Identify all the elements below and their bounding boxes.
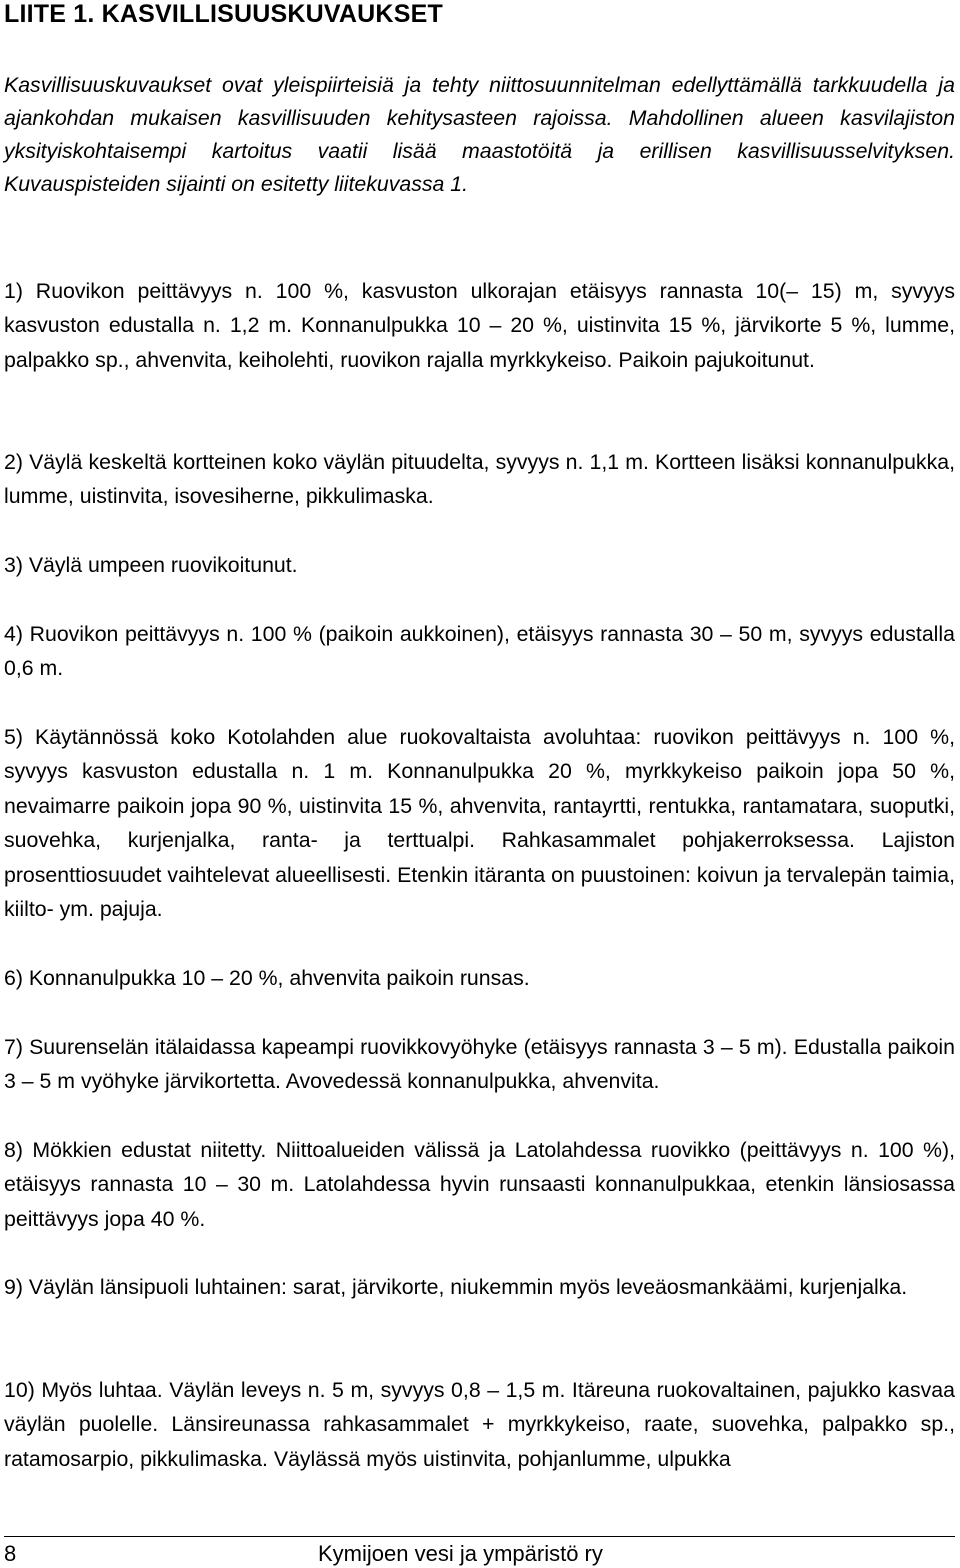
item-1-paragraph: 1) Ruovikon peittävyys n. 100 %, kasvuston ulkorajan etäisyys rannasta 10(– 15) m, syvyys kasvuston edustalla n. 1,2 m. Konnanulpukka 10 – 20 %, uistinvita 15 %, järvikorte 5 %, lumme, palpakko sp., ahvenvita, keiholehti, ruovikon rajalla myrkkykeiso. Paikoin pajukoitunut. [4, 279, 955, 372]
item-3-paragraph: 3) Väylä umpeen ruovikoitunut. [4, 553, 298, 577]
item-10-paragraph: 10) Myös luhtaa. Väylän leveys n. 5 m, syvyys 0,8 – 1,5 m. Itäreuna ruokovaltainen, pajukko kasvaa väylän puolelle. Länsireunassa rahkasammalet + myrkkykeiso, raate, suovehka, palpakko sp., ratamosarpio, pikkulimaska. Väylässä myös uistinvita, pohjanlumme, ulpukka [4, 1378, 955, 1471]
item-8-paragraph: 8) Mökkien edustat niitetty. Niittoalueiden välissä ja Latolahdessa ruovikko (peittävyys n. 100 %), etäisyys rannasta 10 – 30 m. Latolahdessa hyvin runsaasti konnanulpukkaa, etenkin länsiosassa peittävyys jopa 40 %. [4, 1138, 955, 1231]
intro-paragraph: Kasvillisuuskuvaukset ovat yleispiirteisiä ja tehty niittosuunnitelman edellyttämällä tarkkuudella ja ajankohdan mukaisen kasvillisuuden kehitysasteen rajoissa. Mahdollinen alueen kasvilajiston yksityiskohtaisempi kartoitus vaatii lisää maastotöitä ja erillisen kasvillisuusselvityksen. Kuvauspisteiden sijainti on esitetty liitekuvassa 1. [4, 73, 955, 196]
item-9-paragraph: 9) Väylän länsipuoli luhtainen: sarat, järvikorte, niukemmin myös leveäosmankäämi, kurjenjalka. [4, 1275, 908, 1299]
item-4-paragraph: 4) Ruovikon peittävyys n. 100 % (paikoin aukkoinen), etäisyys rannasta 30 – 50 m, syvyys edustalla 0,6 m. [4, 622, 955, 681]
item-6-paragraph: 6) Konnanulpukka 10 – 20 %, ahvenvita paikoin runsas. [4, 966, 530, 990]
page-number: 8 [4, 1541, 17, 1566]
item-7-paragraph: 7) Suurenselän itälaidassa kapeampi ruovikkovyöhyke (etäisyys rannasta 3 – 5 m). Edustalla paikoin 3 – 5 m vyöhyke järvikortetta. Avovedessä konnanulpukka, ahvenvita. [4, 1035, 955, 1094]
appendix-title: LIITE 1. KASVILLISUUSKUVAUKSET [4, 0, 443, 28]
footer-divider [4, 1536, 955, 1537]
item-2-paragraph: 2) Väylä keskeltä kortteinen koko väylän pituudelta, syvyys n. 1,1 m. Kortteen lisäksi konnanulpukka, lumme, uistinvita, isovesiherne, pikkulimaska. [4, 450, 955, 509]
footer-organization: Kymijoen vesi ja ympäristö ry [318, 1541, 603, 1566]
item-5-paragraph: 5) Käytännössä koko Kotolahden alue ruokovaltaista avoluhtaa: ruovikon peittävyys n. 100 %, syvyys kasvuston edustalla n. 1 m. Konnanulpukka 20 %, myrkkykeiso paikoin jopa 50 %, nevaimarre paikoin jopa 90 %, uistinvita 15 %, ahvenvita, rantayrtti, rentukka, rantamatara, suoputki, suovehka, kurjenjalka, ranta- ja terttualpi. Rahkasammalet pohjakerroksessa. Lajiston prosenttiosuudet vaihtelevat alueellisesti. Etenkin itäranta on puustoinen: koivun ja tervalepän taimia, kiilto- ym. pajuja. [4, 725, 955, 922]
